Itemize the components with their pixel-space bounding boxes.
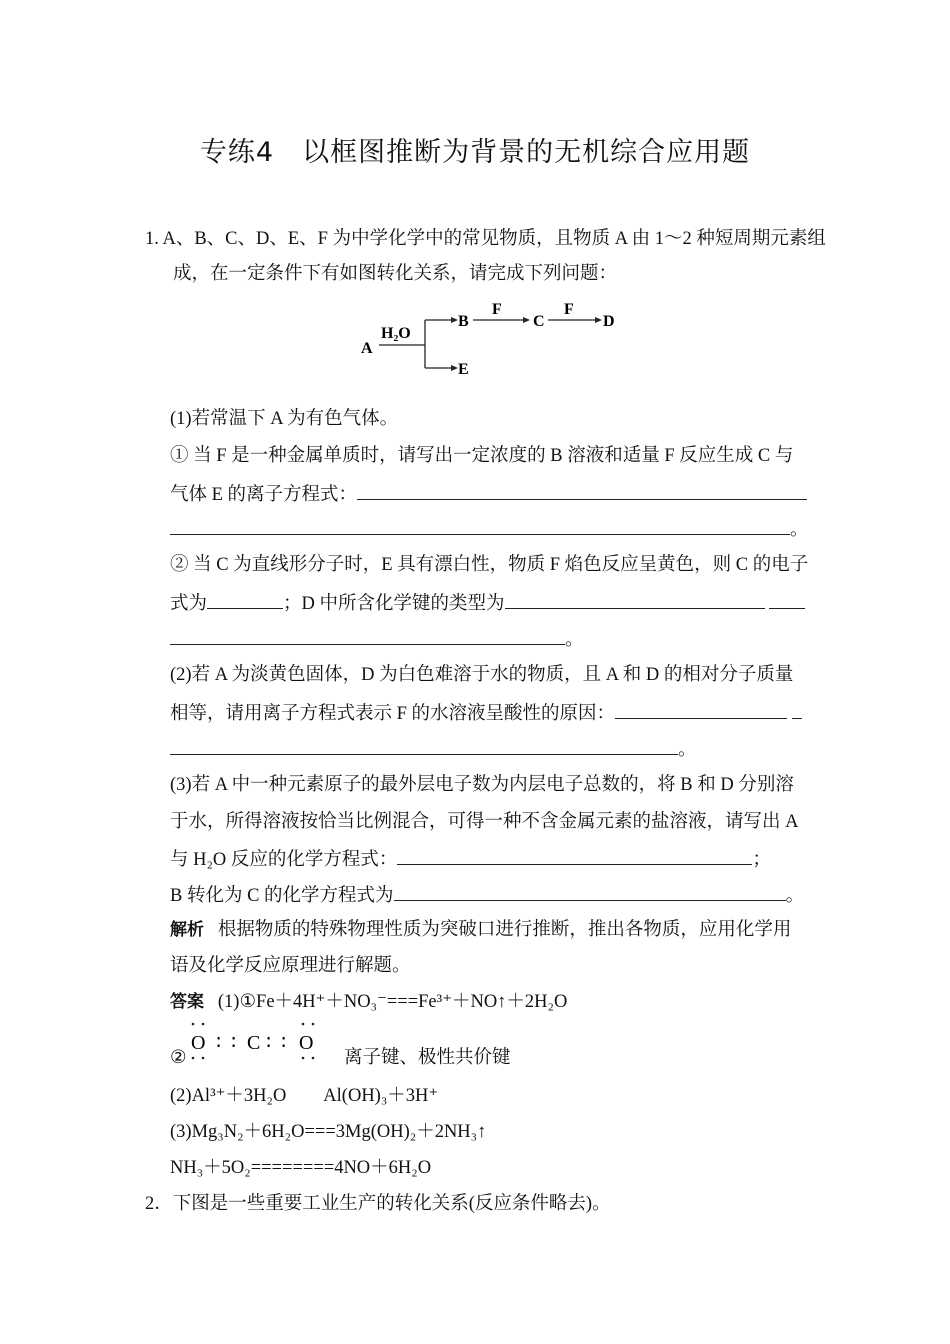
answer-label: 答案 bbox=[170, 992, 204, 1012]
answer-blank-ionic-eq-cont[interactable] bbox=[170, 516, 790, 535]
co2-lewis-structure bbox=[186, 1018, 326, 1064]
period: 。 bbox=[565, 630, 584, 650]
q1-part3-text-b: B 转化为 C 的化学方程式为 bbox=[170, 886, 394, 906]
q1-part3-text: 与 H₂O 反应的化学方程式： bbox=[170, 850, 398, 870]
q1-stem-line1: 1. A、B、C、D、E、F 为中学化学中的常见物质，且物质 A 由 1～2 种短周期元素组 bbox=[145, 229, 826, 249]
q2-stem: 2．下图是一些重要工业生产的转化关系(反应条件略去)。 bbox=[145, 1194, 611, 1214]
answer-line1 bbox=[170, 990, 567, 1014]
semicolon: ； bbox=[752, 850, 771, 870]
answer-blank-acidic-reason[interactable] bbox=[615, 700, 787, 719]
q1-part2-line2 bbox=[170, 700, 802, 726]
lewis-o1: O bbox=[191, 1032, 206, 1054]
q1-part2-text: 相等，请用离子方程式表示 F 的水溶液呈酸性的原因： bbox=[170, 704, 616, 724]
q1-part3-line4 bbox=[170, 882, 804, 908]
q1-part1-2-text-b: ；D 中所含化学键的类型为 bbox=[283, 594, 505, 614]
q1-part1-2-text-a: 式为 bbox=[170, 594, 208, 614]
diagram-f2: F bbox=[564, 301, 574, 318]
answer-2-bond: 离子键、极性共价键 bbox=[344, 1048, 511, 1068]
q1-part2-line3 bbox=[170, 736, 697, 762]
answer-4: (3)Mg₃N₂＋6H₂O===3Mg(OH)₂＋2NH₃↑ bbox=[170, 1122, 487, 1142]
diagram-f1: F bbox=[492, 301, 502, 318]
answer-3: (2)Al³⁺＋3H₂O Al(OH)₃＋3H⁺ bbox=[170, 1086, 439, 1106]
analysis-line1 bbox=[170, 918, 791, 942]
answer-5: NH₃＋5O₂========4NO＋6H₂O bbox=[170, 1158, 432, 1178]
q1-part2-line1: (2)若 A 为淡黄色固体，D 为白色难溶于水的物质，且 A 和 D 的相对分子质量 bbox=[170, 665, 794, 685]
analysis-text: 根据物质的特殊物理性质为突破口进行推断，推出各物质，应用化学用 bbox=[217, 920, 792, 940]
q1-part1-1-line2 bbox=[170, 481, 807, 507]
answer-blank-a-h2o-eq[interactable] bbox=[397, 846, 752, 865]
diagram-d: D bbox=[603, 313, 615, 330]
lewis-colon-2: ∶ bbox=[231, 1032, 237, 1054]
analysis-line2: 语及化学反应原理进行解题。 bbox=[170, 956, 411, 976]
lewis-colon-4: ∶ bbox=[281, 1032, 287, 1054]
diagram-a: A bbox=[361, 340, 373, 357]
period: 。 bbox=[790, 520, 809, 540]
lewis-colon-3: ∶ bbox=[266, 1032, 272, 1054]
period: 。 bbox=[678, 740, 697, 760]
q1-part3-line2: 于水，所得溶液按恰当比例混合，可得一种不含金属元素的盐溶液，请写出 A bbox=[170, 812, 799, 832]
q1-part1-head: (1)若常温下 A 为有色气体。 bbox=[170, 409, 399, 429]
lewis-colon-1: ∶ bbox=[216, 1032, 222, 1054]
page-title: 专练4 以框图推断为背景的无机综合应用题 bbox=[199, 137, 751, 168]
q1-part1-1-line1: ① 当 F 是一种金属单质时，请写出一定浓度的 B 溶液和适量 F 反应生成 C 与 bbox=[170, 446, 794, 466]
q1-stem-line2: 成，在一定条件下有如图转化关系，请完成下列问题： bbox=[173, 264, 618, 284]
q1-part3-line3 bbox=[170, 846, 771, 872]
q1-part1-2-line1: ② 当 C 为直线形分子时，E 具有漂白性，物质 F 焰色反应呈黄色，则 C 的电子 bbox=[170, 555, 809, 575]
lewis-c: C bbox=[247, 1032, 261, 1054]
answer-blank-bond-type-b[interactable] bbox=[769, 590, 805, 609]
answer-blank-acidic-reason-cont[interactable] bbox=[170, 736, 678, 755]
answer-blank-acidic-reason-b[interactable] bbox=[792, 700, 802, 719]
period: 。 bbox=[785, 886, 805, 906]
q1-part1-2-line3 bbox=[170, 626, 584, 652]
diagram-c: C bbox=[533, 313, 545, 330]
diagram-e: E bbox=[458, 361, 469, 378]
diagram-b: B bbox=[458, 313, 469, 330]
answer-1: (1)①Fe＋4H⁺＋NO₃⁻===Fe³⁺＋NO↑＋2H₂O bbox=[217, 992, 568, 1012]
q1-part1-2-line2 bbox=[170, 590, 805, 616]
lewis-o2: O bbox=[299, 1032, 314, 1054]
q1-part1-1-text: 气体 E 的离子方程式： bbox=[170, 485, 358, 505]
analysis-label: 解析 bbox=[170, 920, 204, 940]
answer-2-prefix: ② bbox=[170, 1048, 187, 1068]
answer-blank-b-to-c-eq[interactable] bbox=[394, 882, 786, 901]
answer-blank-bond-type[interactable] bbox=[505, 590, 765, 609]
q1-part3-line1: (3)若 A 中一种元素原子的最外层电子数为内层电子总数的，将 B 和 D 分别溶 bbox=[170, 775, 794, 795]
answer-blank-ionic-eq[interactable] bbox=[357, 481, 807, 500]
diagram-h2o: H₂O bbox=[381, 325, 411, 342]
conversion-diagram bbox=[355, 298, 635, 380]
answer-blank-bond-type-cont[interactable] bbox=[170, 626, 565, 645]
answer-blank-electron-formula[interactable] bbox=[207, 590, 283, 609]
q1-part1-1-line3 bbox=[170, 516, 809, 542]
